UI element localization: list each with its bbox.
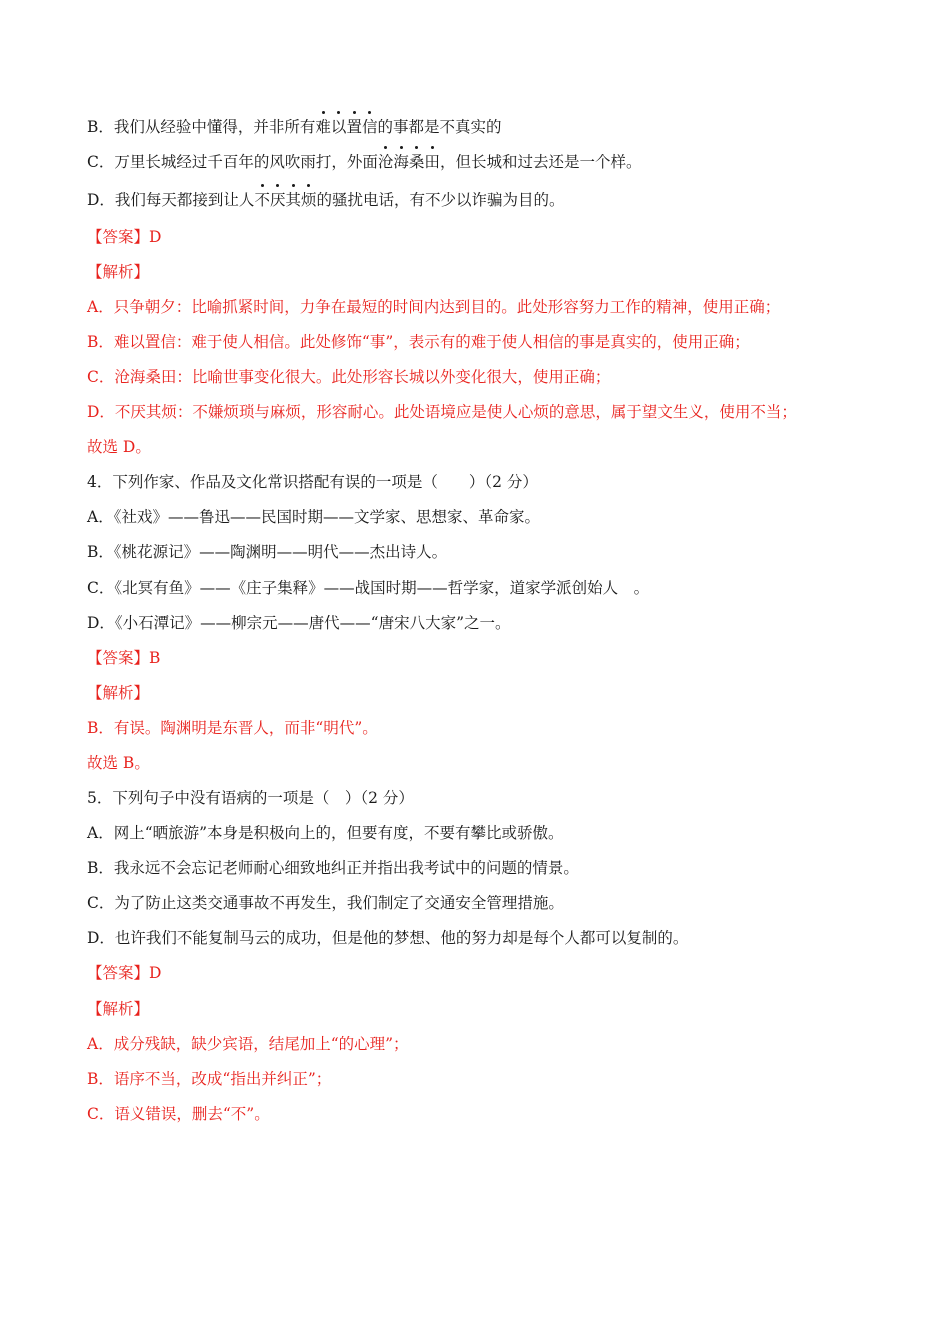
q3-option-d [87, 190, 565, 210]
q4-answer: 【答案】B [87, 649, 161, 667]
q5-analysis-line: C．语义错误，删去“不”。 [87, 1105, 270, 1123]
q3-option-b-text: B．我们从经验中懂得，并非所有 [87, 118, 316, 136]
q5-analysis-line: B．语序不当，改成“指出并纠正”； [87, 1070, 332, 1088]
q4-option-d: D．《小石潭记》——柳宗元——唐代——“唐宋八大家”之一。 [87, 614, 511, 632]
emphasis-char: 沧 [377, 153, 394, 171]
q3-conclusion: 故选 D。 [87, 438, 151, 456]
q4-option-a: A．《社戏》——鲁迅——民国时期——文学家、思想家、革命家。 [87, 508, 540, 526]
emphasis-char: 厌 [269, 191, 286, 209]
q3-option-c-text: C．万里长城经过千百年的风吹雨打，外面 [87, 153, 378, 171]
q5-option-d: D．也许我们不能复制马云的成功，但是他的梦想、他的努力却是每个人都可以复制的。 [87, 929, 689, 947]
q3-analysis-line: A．只争朝夕：比喻抓紧时间，力争在最短的时间内达到目的。此处形容努力工作的精神，使用正确； [87, 298, 781, 316]
q3-answer: 【答案】D [87, 228, 162, 246]
q5-option-c: C．为了防止这类交通事故不再发生，我们制定了交通安全管理措施。 [87, 894, 564, 912]
emphasis-char: 置 [346, 118, 362, 136]
q5-option-a: A．网上“晒旅游”本身是积极向上的，但要有度，不要有攀比或骄傲。 [87, 824, 564, 842]
q4-question: 4．下列作家、作品及文化常识搭配有误的一项是（ ）（2 分） [87, 473, 538, 491]
q3-analysis-line: C．沧海桑田：比喻世事变化很大。此处形容长城以外变化很大，使用正确； [87, 368, 611, 386]
q3-option-b [87, 117, 501, 137]
emphasis-char: 桑 [408, 153, 425, 171]
emphasis-char: 其 [285, 191, 301, 209]
emphasis-char: 难 [315, 118, 331, 136]
q3-analysis-line: B．难以置信：难于使人相信。此处修饰“事”，表示有的难于使人相信的事是真实的，使用正确； [87, 333, 750, 351]
q3-analysis-line: D．不厌其烦：不嫌烦琐与麻烦，形容耐心。此处语境应是使人心烦的意思，属于望文生义，使用不当； [87, 403, 797, 421]
q5-answer: 【答案】D [87, 964, 162, 982]
q4-analysis-line: B．有误。陶渊明是东晋人，而非“明代”。 [87, 719, 378, 737]
q4-conclusion: 故选 B。 [87, 754, 150, 772]
q5-option-b: B．我永远不会忘记老师耐心细致地纠正并指出我考试中的问题的情景。 [87, 859, 579, 877]
emphasis-char: 信 [361, 118, 378, 136]
q5-analysis-line: A．成分残缺，缺少宾语，结尾加上“的心理”； [87, 1035, 409, 1053]
q3-analysis-label: 【解析】 [87, 263, 150, 281]
emphasis-char: 烦 [300, 191, 317, 209]
q3-option-d-text: D．我们每天都接到让人 [87, 191, 255, 209]
q4-option-c: C．《北冥有鱼》——《庄子集释》——战国时期——哲学家，道家学派创始人 。 [87, 579, 650, 597]
q3-option-d-text-end: 的骚扰电话，有不少以诈骗为目的。 [316, 191, 565, 209]
q4-option-b: B．《桃花源记》——陶渊明——明代——杰出诗人。 [87, 543, 448, 561]
emphasis-char: 田 [424, 153, 440, 171]
q3-option-c-text-end: ，但长城和过去还是一个样。 [439, 153, 642, 171]
q5-analysis-label: 【解析】 [87, 1000, 150, 1018]
q5-question: 5．下列句子中没有语病的一项是（ ）（2 分） [87, 789, 414, 807]
q3-option-c [87, 152, 641, 172]
emphasis-char: 不 [254, 191, 270, 209]
emphasis-char: 以 [330, 118, 347, 136]
q4-analysis-label: 【解析】 [87, 684, 150, 702]
q3-option-b-text-end: 的事都是不真实的 [377, 118, 502, 136]
emphasis-char: 海 [393, 153, 409, 171]
